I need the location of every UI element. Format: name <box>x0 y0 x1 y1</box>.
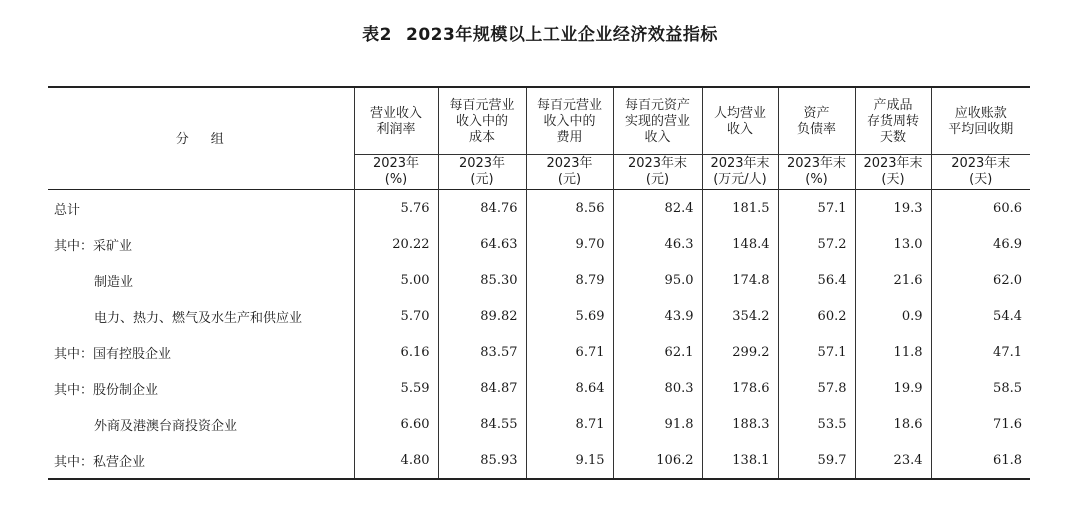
column-header <box>702 87 778 155</box>
header-row-names <box>48 87 1030 155</box>
unit-label: (%) <box>384 172 408 187</box>
indicator-table <box>48 86 1030 480</box>
unit-label: (%) <box>805 172 828 187</box>
table-cell: 82.4 <box>613 190 702 227</box>
column-header-line: 负债率 <box>796 122 836 137</box>
table-cell: 106.2 <box>613 442 702 479</box>
table-cell: 20.22 <box>354 226 438 262</box>
table-cell: 9.15 <box>526 442 613 479</box>
unit-label: (元) <box>557 172 582 187</box>
table-cell: 57.1 <box>778 190 855 227</box>
column-unit <box>702 155 778 190</box>
column-header <box>931 87 1030 155</box>
column-unit <box>855 155 931 190</box>
table-row <box>48 262 1030 298</box>
unit-label: (天) <box>969 172 993 187</box>
column-unit <box>778 155 855 190</box>
table-cell: 85.30 <box>438 262 526 298</box>
table-cell: 59.7 <box>778 442 855 479</box>
table-cell: 181.5 <box>702 190 778 227</box>
table-cell: 89.82 <box>438 298 526 334</box>
table-cell: 61.8 <box>931 442 1030 479</box>
table-cell: 6.60 <box>354 406 438 442</box>
row-label: 制造业 <box>94 274 134 290</box>
unit-label: (天) <box>881 172 905 187</box>
column-header-line: 每百元资产 <box>624 98 690 113</box>
column-header-line: 存货周转 <box>866 114 919 129</box>
row-label: 电力、热力、燃气及水生产和供应业 <box>94 310 303 326</box>
table-cell: 188.3 <box>702 406 778 442</box>
table-row <box>48 298 1030 334</box>
table-cell: 85.93 <box>438 442 526 479</box>
table-row <box>48 442 1030 479</box>
column-header-line: 平均回收期 <box>948 122 1014 137</box>
table-cell: 62.1 <box>613 334 702 370</box>
table-cell: 138.1 <box>702 442 778 479</box>
table-cell: 354.2 <box>702 298 778 334</box>
column-header-line: 利润率 <box>376 122 416 137</box>
table-cell: 19.9 <box>855 370 931 406</box>
unit-label: (元) <box>470 172 494 187</box>
table-cell: 46.3 <box>613 226 702 262</box>
table-title-text: 2023年规模以上工业企业经济效益指标 <box>406 25 718 45</box>
table-cell: 54.4 <box>931 298 1030 334</box>
table-cell: 46.9 <box>931 226 1030 262</box>
table-cell: 5.70 <box>354 298 438 334</box>
table-cell: 11.8 <box>855 334 931 370</box>
column-header-line: 天数 <box>879 130 906 145</box>
column-header-line: 收入 <box>726 122 753 137</box>
unit-label: (万元/人) <box>713 172 767 187</box>
table-row <box>48 334 1030 370</box>
table-row <box>48 190 1030 227</box>
table-cell: 57.1 <box>778 334 855 370</box>
column-header-line: 实现的营业 <box>624 114 690 129</box>
table-cell: 19.3 <box>855 190 931 227</box>
column-unit <box>526 155 613 190</box>
column-header-line: 成本 <box>468 130 495 145</box>
row-label: 其中：采矿业 <box>54 238 133 254</box>
column-header-line: 营业收入 <box>369 106 422 121</box>
table-cell: 5.59 <box>354 370 438 406</box>
unit-year: 2023年 <box>546 156 593 171</box>
table-number: 表2 <box>362 25 392 45</box>
table-cell: 84.55 <box>438 406 526 442</box>
table-cell: 71.6 <box>931 406 1030 442</box>
table-cell: 174.8 <box>702 262 778 298</box>
table-cell: 84.87 <box>438 370 526 406</box>
unit-year: 2023年末 <box>951 156 1011 171</box>
table-cell: 64.63 <box>438 226 526 262</box>
table-cell: 8.71 <box>526 406 613 442</box>
table-row <box>48 226 1030 262</box>
row-label: 总计 <box>48 190 354 227</box>
table-cell: 8.56 <box>526 190 613 227</box>
table-cell: 18.6 <box>855 406 931 442</box>
table-cell: 5.76 <box>354 190 438 227</box>
unit-year: 2023年 <box>372 156 420 171</box>
row-label: 外商及港澳台商投资企业 <box>94 418 238 434</box>
column-header-line: 人均营业 <box>713 106 766 121</box>
table-row <box>48 406 1030 442</box>
table-cell: 57.2 <box>778 226 855 262</box>
column-header <box>438 87 526 155</box>
column-header <box>354 87 438 155</box>
table-cell: 23.4 <box>855 442 931 479</box>
column-header-line: 收入中的 <box>543 114 596 129</box>
row-label: 其中：股份制企业 <box>54 382 159 398</box>
unit-year: 2023年 <box>458 156 506 171</box>
table-cell: 62.0 <box>931 262 1030 298</box>
table-cell: 53.5 <box>778 406 855 442</box>
table-cell: 6.16 <box>354 334 438 370</box>
column-header <box>778 87 855 155</box>
column-unit <box>931 155 1030 190</box>
table-cell: 58.5 <box>931 370 1030 406</box>
column-unit <box>354 155 438 190</box>
table-cell: 43.9 <box>613 298 702 334</box>
unit-year: 2023年末 <box>627 156 688 171</box>
column-header-line: 每百元营业 <box>536 98 602 113</box>
table-cell: 83.57 <box>438 334 526 370</box>
table-cell: 60.6 <box>931 190 1030 227</box>
column-header <box>613 87 702 155</box>
table-cell: 13.0 <box>855 226 931 262</box>
column-header-line: 收入 <box>644 130 671 145</box>
table-cell: 148.4 <box>702 226 778 262</box>
table-cell: 4.80 <box>354 442 438 479</box>
column-header-line: 费用 <box>556 130 583 145</box>
table-cell: 5.00 <box>354 262 438 298</box>
unit-year: 2023年末 <box>710 156 770 171</box>
unit-year: 2023年末 <box>863 156 923 171</box>
table-cell: 56.4 <box>778 262 855 298</box>
table-cell: 178.6 <box>702 370 778 406</box>
table-cell: 95.0 <box>613 262 702 298</box>
row-label: 其中：私营企业 <box>48 442 354 479</box>
table-body <box>48 190 1030 480</box>
table-cell: 47.1 <box>931 334 1030 370</box>
table-cell: 21.6 <box>855 262 931 298</box>
table-cell: 91.8 <box>613 406 702 442</box>
unit-label: (元) <box>645 172 670 187</box>
column-header-line: 产成品 <box>873 98 913 113</box>
row-label: 其中：国有控股企业 <box>54 346 172 362</box>
table-title <box>0 20 1080 45</box>
column-header-line: 每百元营业 <box>449 98 515 113</box>
table-cell: 84.76 <box>438 190 526 227</box>
table-cell: 5.69 <box>526 298 613 334</box>
group-header: 分组 <box>48 87 354 190</box>
table-row <box>48 370 1030 406</box>
column-header <box>855 87 931 155</box>
table-cell: 299.2 <box>702 334 778 370</box>
table-cell: 0.9 <box>855 298 931 334</box>
table-cell: 60.2 <box>778 298 855 334</box>
column-header-line: 收入中的 <box>455 114 508 129</box>
table-cell: 57.8 <box>778 370 855 406</box>
column-header-line: 应收账款 <box>954 106 1007 121</box>
column-unit <box>438 155 526 190</box>
column-header <box>526 87 613 155</box>
column-unit <box>613 155 702 190</box>
table-cell: 8.64 <box>526 370 613 406</box>
table-cell: 6.71 <box>526 334 613 370</box>
table-cell: 9.70 <box>526 226 613 262</box>
table-cell: 8.79 <box>526 262 613 298</box>
column-header-line: 资产 <box>803 106 830 121</box>
table-cell: 80.3 <box>613 370 702 406</box>
unit-year: 2023年末 <box>786 156 847 171</box>
